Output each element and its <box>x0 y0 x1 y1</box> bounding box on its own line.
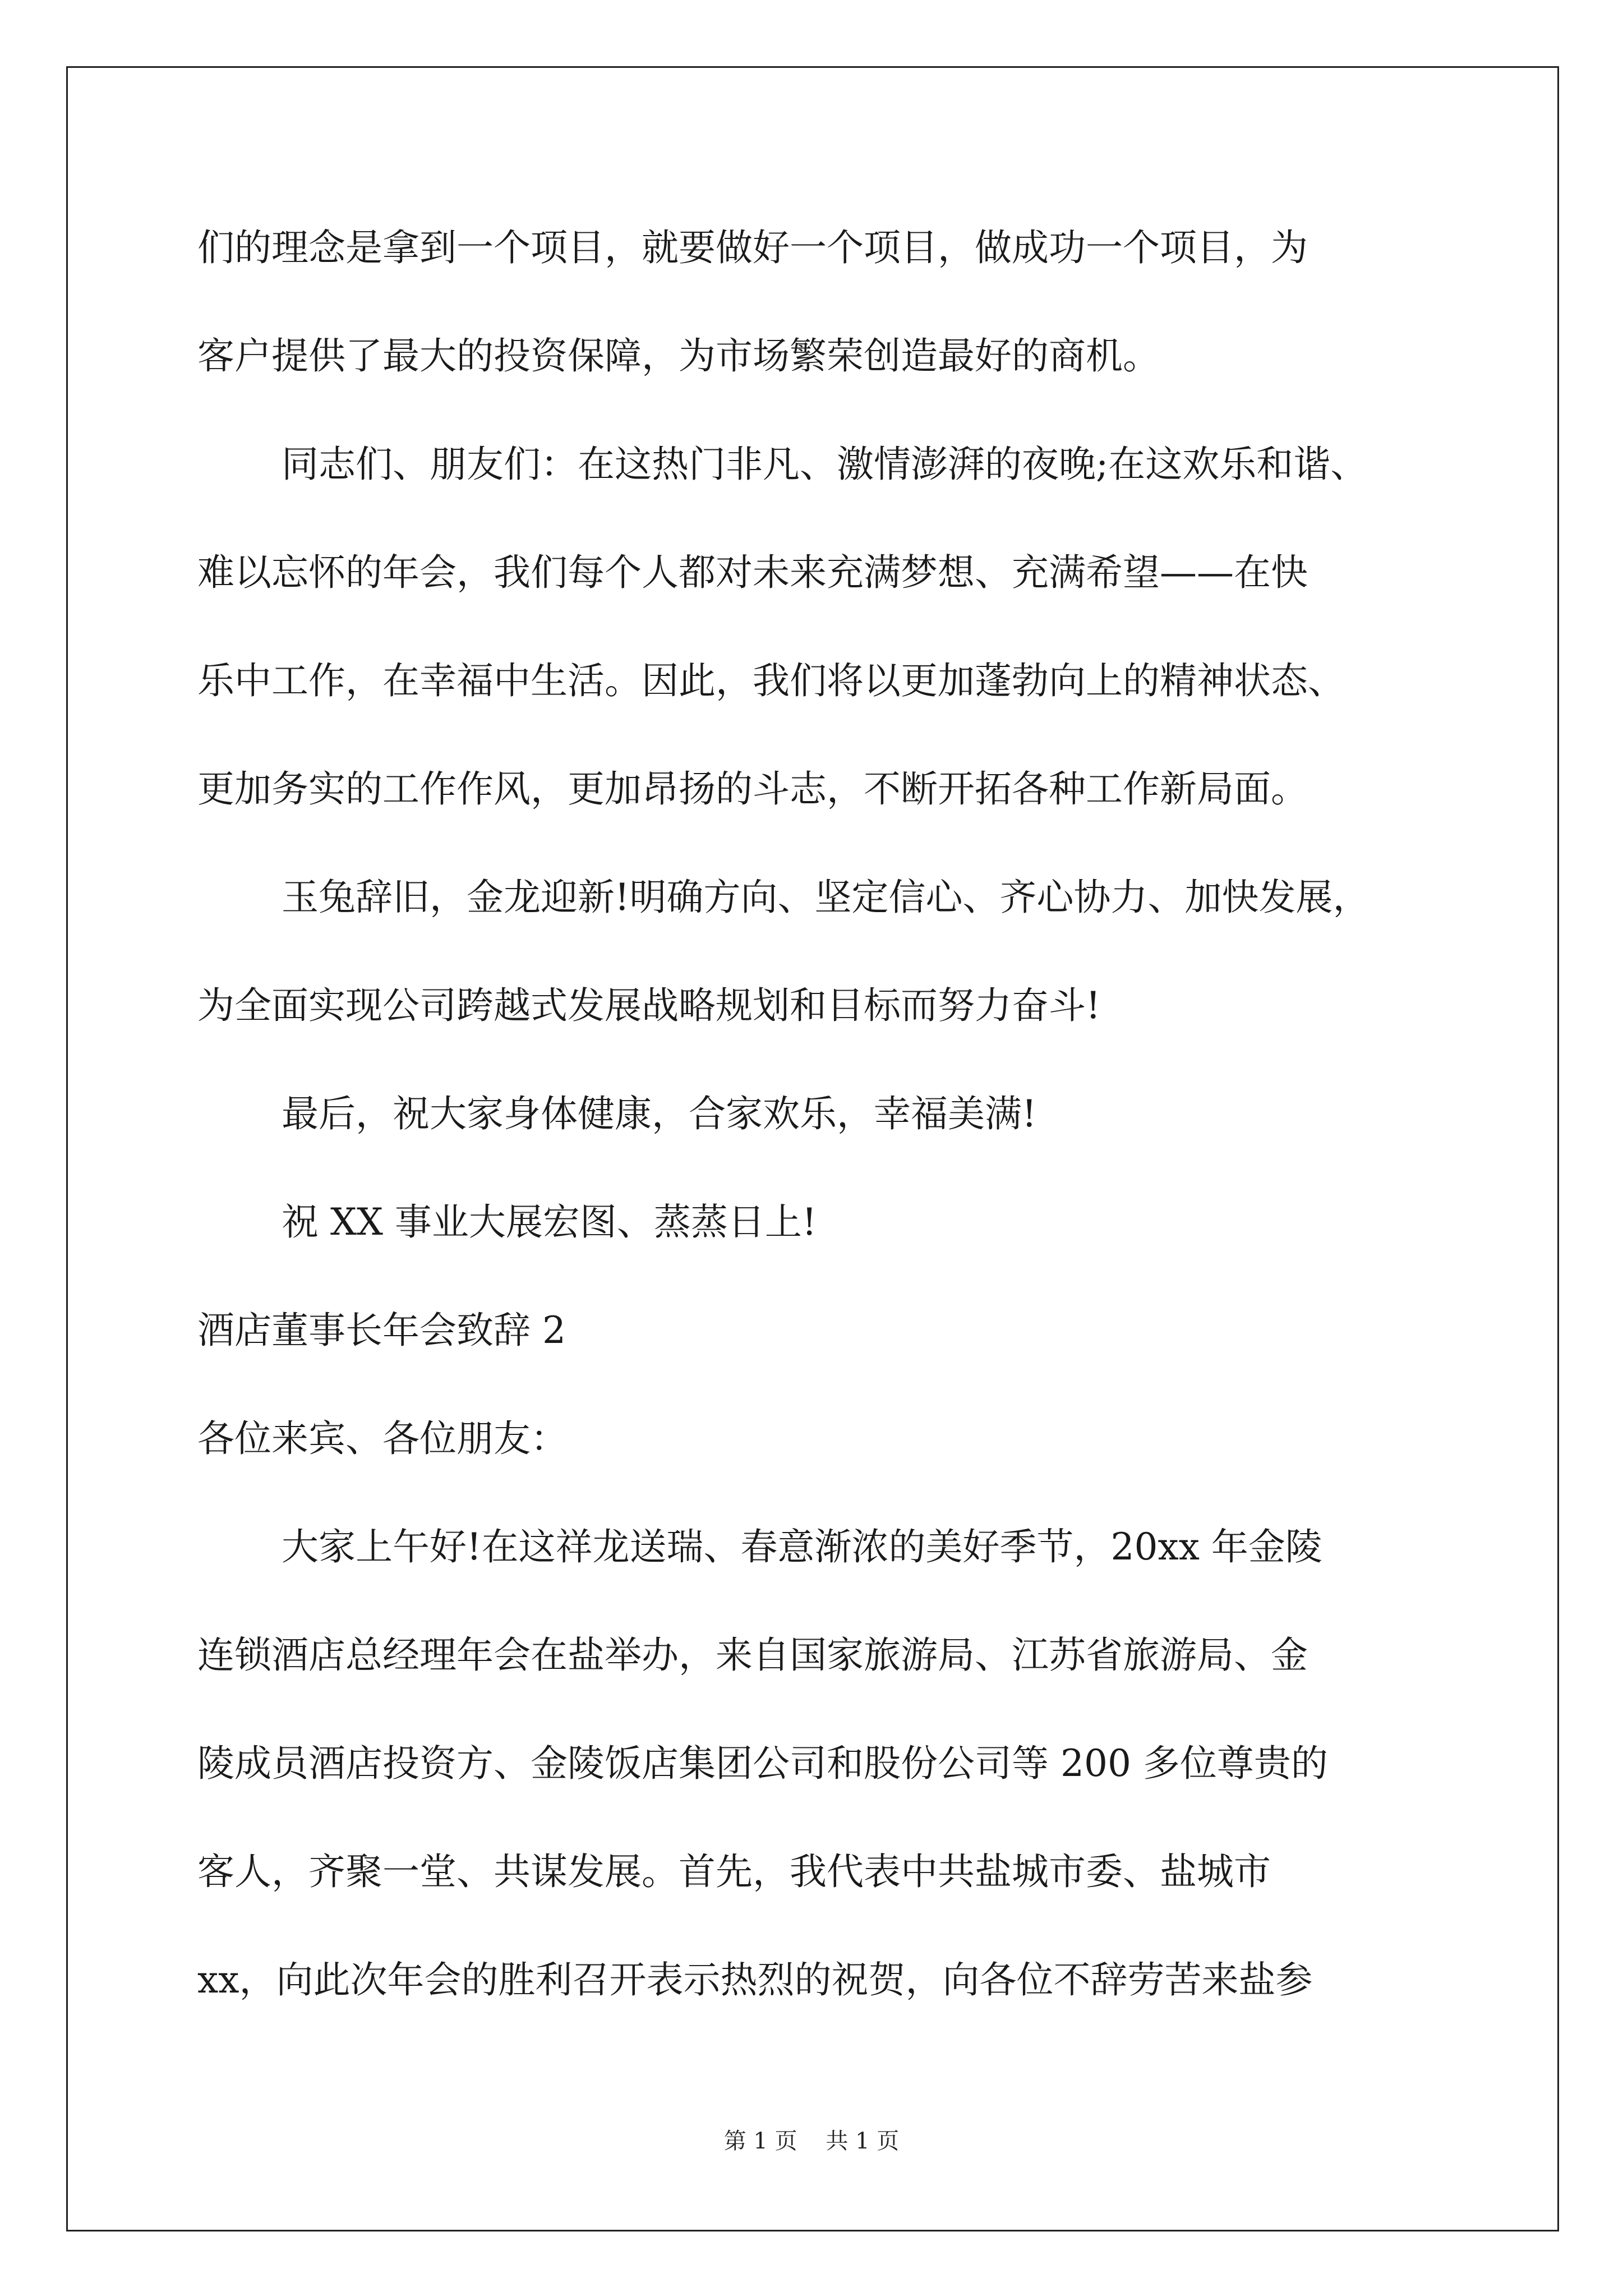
salutation: 各位来宾、各位朋友： <box>197 1417 568 1460</box>
paragraph-line: 同志们、朋友们：在这热门非凡、激情澎湃的夜晚;在这欢乐和谐、 <box>282 443 1368 486</box>
paragraph-line: 难以忘怀的年会，我们每个人都对未来充满梦想、充满希望——在快 <box>197 551 1308 594</box>
paragraph-line: 们的理念是拿到一个项目，就要做好一个项目，做成功一个项目，为 <box>197 226 1308 269</box>
paragraph-line: 乐中工作，在幸福中生活。因此，我们将以更加蓬勃向上的精神状态、 <box>197 659 1345 702</box>
section-heading: 酒店董事长年会致辞 2 <box>197 1309 566 1352</box>
page-frame <box>66 66 1559 2231</box>
paragraph-line: 更加务实的工作作风，更加昂扬的斗志，不断开拓各种工作新局面。 <box>197 767 1308 811</box>
paragraph-line: 客人，齐聚一堂、共谋发展。首先，我代表中共盐城市委、盐城市 <box>197 1850 1271 1893</box>
paragraph-line: 祝 XX 事业大展宏图、蒸蒸日上! <box>282 1200 817 1244</box>
page-number-footer: 第 1 页 共 1 页 <box>723 2128 900 2154</box>
paragraph-line: 最后，祝大家身体健康，合家欢乐，幸福美满! <box>282 1092 1037 1135</box>
paragraph-line: 大家上午好!在这祥龙送瑞、春意渐浓的美好季节，20xx 年金陵 <box>282 1525 1322 1568</box>
paragraph-line: 陵成员酒店投资方、金陵饭店集团公司和股份公司等 200 多位尊贵的 <box>197 1742 1328 1785</box>
paragraph-line: xx，向此次年会的胜利召开表示热烈的祝贺，向各位不辞劳苦来盐参 <box>197 1958 1313 2001</box>
paragraph-line: 客户提供了最大的投资保障，为市场繁荣创造最好的商机。 <box>197 334 1160 378</box>
paragraph-line: 连锁酒店总经理年会在盐举办，来自国家旅游局、江苏省旅游局、金 <box>197 1634 1308 1677</box>
paragraph-line: 为全面实现公司跨越式发展战略规划和目标而努力奋斗! <box>197 984 1101 1027</box>
paragraph-line: 玉兔辞旧，金龙迎新!明确方向、坚定信心、齐心协力、加快发展， <box>282 876 1370 919</box>
